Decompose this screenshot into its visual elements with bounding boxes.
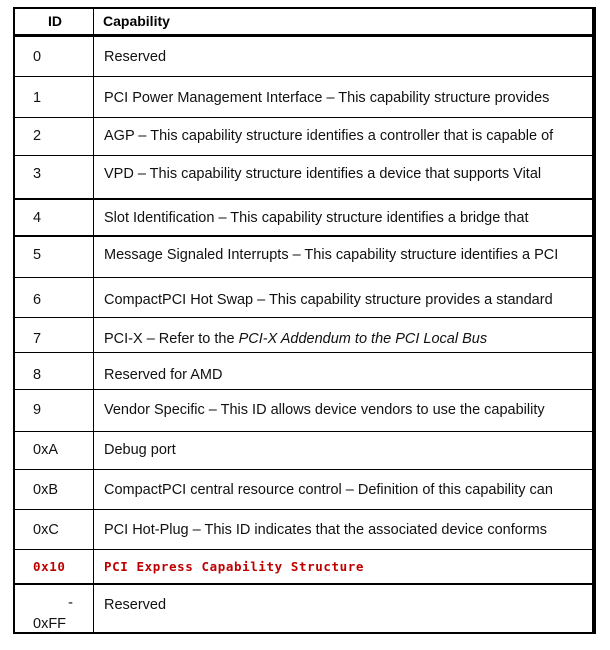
row-id: 2 [33, 128, 42, 144]
row-id: 6 [33, 292, 42, 308]
row-capability: VPD – This capability structure identifies a device that supports Vital [104, 166, 542, 182]
row-capability: Slot Identification – This capability structure identifies a bridge that [104, 210, 529, 226]
row-capability: AGP – This capability structure identifies a controller that is capable of [104, 128, 554, 144]
row-id: 0xC [33, 522, 59, 538]
table-row [15, 353, 592, 390]
capability-table [13, 7, 594, 634]
table-row [15, 77, 592, 118]
table-row [15, 200, 592, 237]
row-id: 4 [33, 210, 42, 226]
table-row [15, 390, 592, 432]
row-id: 5 [33, 247, 42, 263]
table-row [15, 156, 592, 200]
table-edge [594, 7, 596, 634]
table-header [15, 9, 592, 37]
row-id: 0xB [33, 482, 58, 498]
row-capability-italic-title: PCI-X Addendum to the PCI Local Bus [238, 331, 488, 347]
table-row [15, 585, 592, 632]
row-id: 0x10 [33, 559, 66, 574]
row-id-dash: - [68, 595, 73, 611]
row-id: 9 [33, 402, 42, 418]
row-capability-text: PCI-X – Refer to the [104, 331, 239, 347]
table-row [15, 278, 592, 318]
row-id: 0xA [33, 442, 58, 458]
row-id: 8 [33, 367, 42, 383]
row-id: 1 [33, 90, 42, 106]
table-row [15, 118, 592, 156]
row-capability: CompactPCI Hot Swap – This capability structure provides a standard [104, 292, 553, 308]
row-capability: PCI Express Capability Structure [104, 559, 365, 574]
row-capability: Reserved [104, 49, 167, 65]
row-capability: Debug port [104, 442, 176, 458]
row-id: 0 [33, 49, 42, 65]
row-id: 0xFF [33, 616, 67, 632]
row-capability: Vendor Specific – This ID allows device vendors to use the capability [104, 402, 545, 418]
table-row [15, 510, 592, 550]
row-capability: PCI Hot-Plug – This ID indicates that the associated device conforms [104, 522, 548, 538]
row-id: 3 [33, 166, 42, 182]
table-row-highlighted [15, 550, 592, 585]
table-row [15, 470, 592, 510]
header-capability: Capability [103, 13, 170, 29]
table-row [15, 37, 592, 77]
row-capability: Reserved [104, 597, 167, 613]
table-row [15, 432, 592, 470]
table-row [15, 237, 592, 278]
row-capability: Message Signaled Interrupts – This capability structure identifies a PCI [104, 247, 559, 263]
row-id: 7 [33, 331, 42, 347]
row-capability: Reserved for AMD [104, 367, 223, 383]
row-capability: PCI Power Management Interface – This capability structure provides [104, 90, 550, 106]
table-row [15, 318, 592, 353]
row-capability: CompactPCI central resource control – Definition of this capability can [104, 482, 553, 498]
row-capability [104, 331, 487, 347]
header-id: ID [48, 13, 62, 29]
